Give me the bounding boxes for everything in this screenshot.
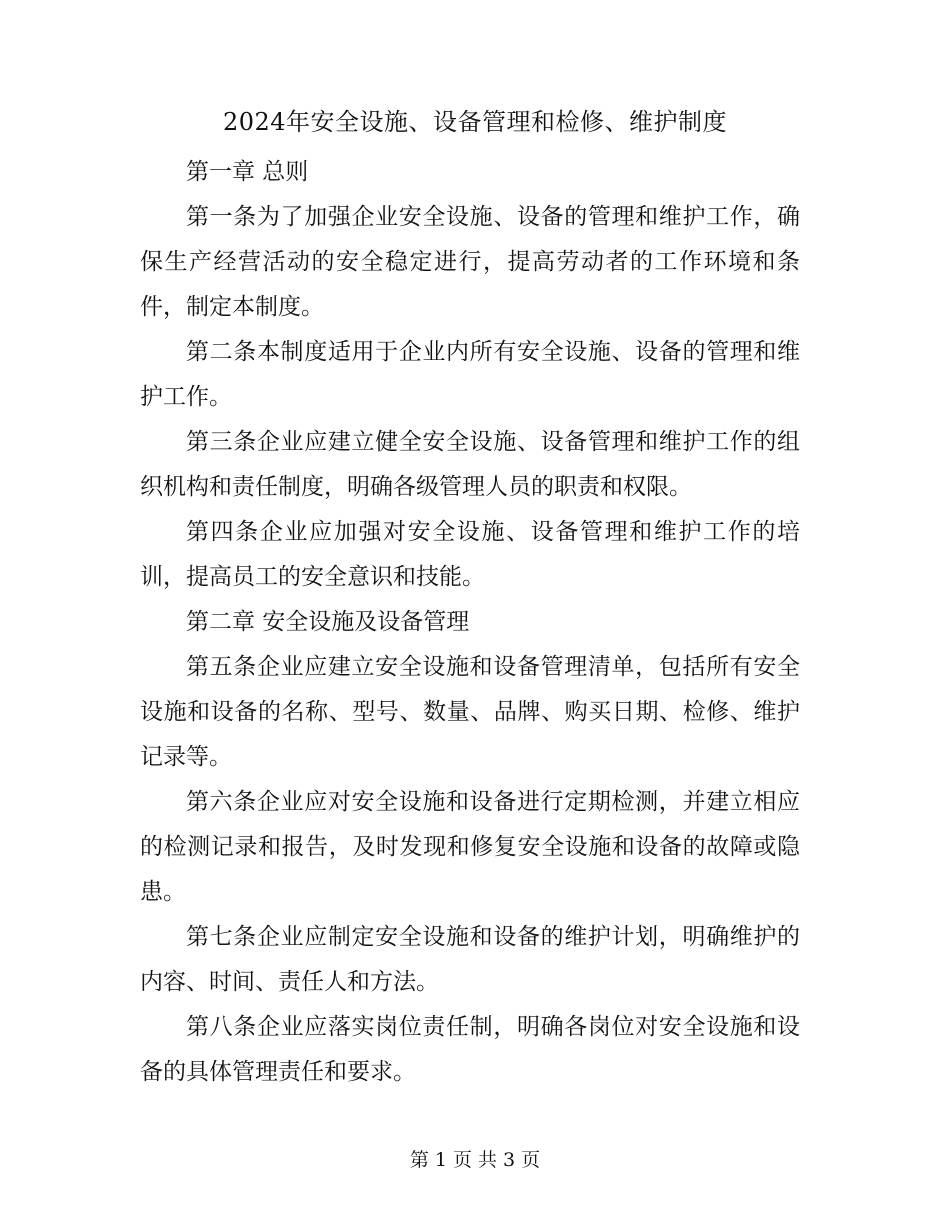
article-paragraph: 第五条企业应建立安全设施和设备管理清单，包括所有安全设施和设备的名称、型号、数量、品牌、购买日期、检修、维护记录等。 (140, 654, 800, 770)
chapter-heading: 第二章 安全设施及设备管理 (186, 609, 470, 635)
chapter-heading: 第一章 总则 (186, 159, 309, 185)
article-paragraph: 第六条企业应对安全设施和设备进行定期检测，并建立相应的检测记录和报告，及时发现和修复安全设施和设备的故障或隐患。 (140, 789, 800, 905)
article-paragraph: 第三条企业应建立健全安全设施、设备管理和维护工作的组织机构和责任制度，明确各级管理人员的职责和权限。 (140, 429, 800, 500)
document-title: 2024年安全设施、设备管理和检修、维护制度 (222, 108, 728, 136)
article-paragraph: 第八条企业应落实岗位责任制，明确各岗位对安全设施和设备的具体管理责任和要求。 (140, 1014, 800, 1085)
article-paragraph: 第七条企业应制定安全设施和设备的维护计划，明确维护的内容、时间、责任人和方法。 (140, 924, 800, 995)
document-body (140, 150, 800, 1095)
article-paragraph: 第四条企业应加强对安全设施、设备管理和维护工作的培训，提高员工的安全意识和技能。 (140, 519, 800, 590)
article-paragraph: 第一条为了加强企业安全设施、设备的管理和维护工作，确保生产经营活动的安全稳定进行，提高劳动者的工作环境和条件，制定本制度。 (140, 204, 800, 320)
page-number-footer: 第 1 页 共 3 页 (409, 1149, 541, 1171)
article-paragraph: 第二条本制度适用于企业内所有安全设施、设备的管理和维护工作。 (140, 339, 800, 410)
